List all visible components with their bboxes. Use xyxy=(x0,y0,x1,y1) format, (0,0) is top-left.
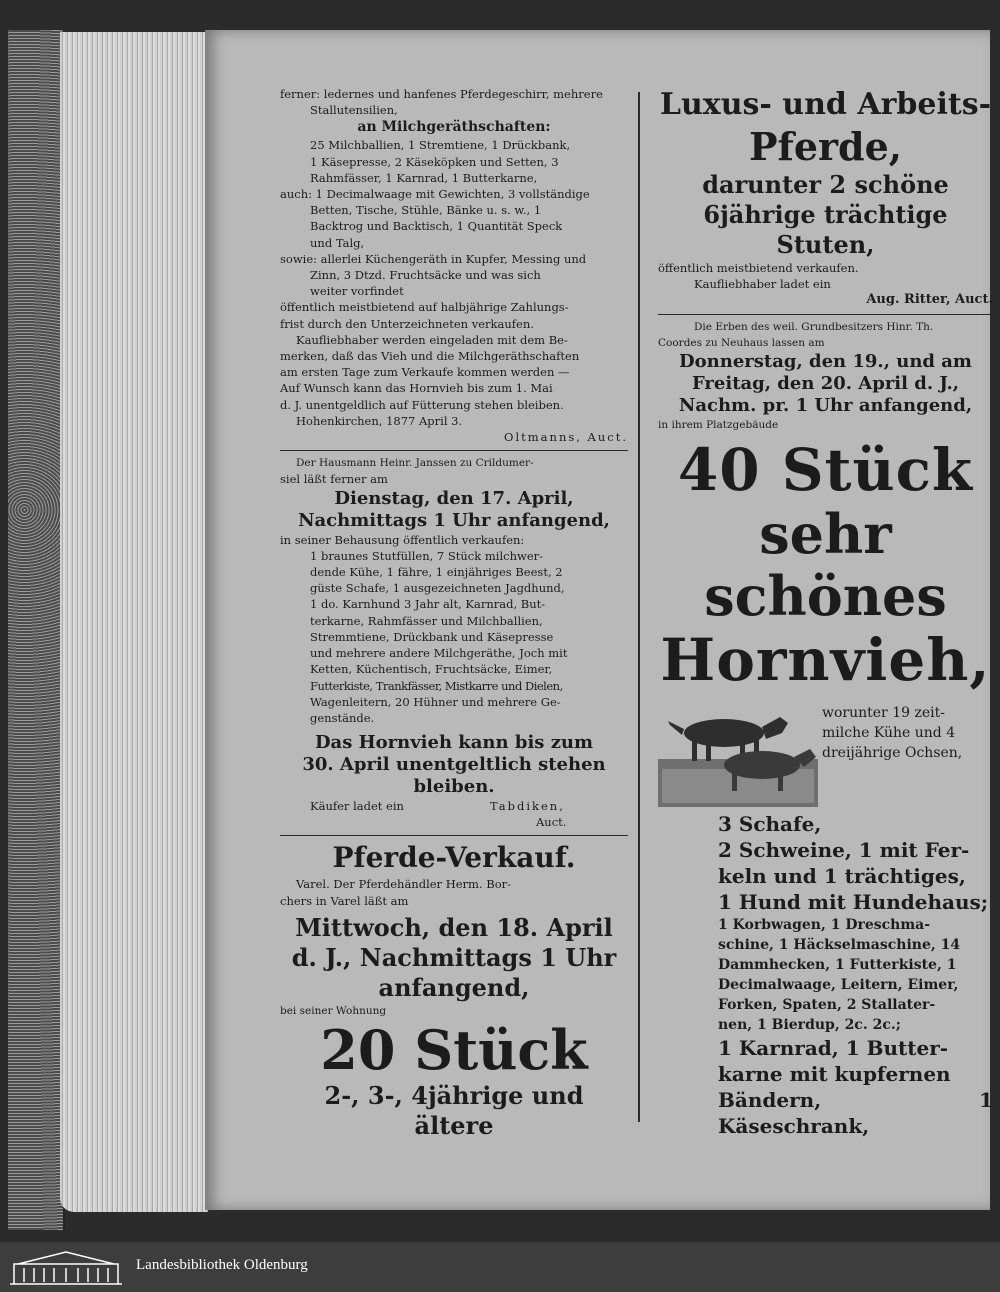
headline: darunter 2 schöne xyxy=(702,170,949,199)
headline: Donnerstag, den 19., und am xyxy=(679,351,972,373)
headline: Freitag, den 20. April d. J., xyxy=(691,373,960,395)
text-line: öffentlich meistbietend verkaufen. xyxy=(658,261,859,275)
headline: Pferde-Verkauf. xyxy=(332,841,576,875)
text-line: Forken, Spaten, 2 Stallater- xyxy=(718,997,936,1014)
text-line: dreijährige Ochsen, xyxy=(822,745,963,762)
text-line: 25 Milchballien, 1 Stremtiene, 1 Drückbank, xyxy=(310,138,571,153)
text-line: Ketten, Küchentisch, Fruchtsäcke, Eimer, xyxy=(310,662,553,677)
right-column xyxy=(658,86,993,1139)
text-line: dende Kühe, 1 fähre, 1 einjähriges Beest, 2 xyxy=(310,565,563,580)
text-line: Hohenkirchen, 1877 April 3. xyxy=(296,413,463,428)
text-line: Kaufliebhaber ladet ein xyxy=(694,277,831,292)
text-line: in ihrem Platzgebäude xyxy=(658,419,779,432)
page-edges xyxy=(60,32,208,1212)
text-line: am ersten Tage zum Verkaufe kommen werden — xyxy=(280,365,570,380)
text-line: Dammhecken, 1 Futterkiste, 1 xyxy=(718,957,957,974)
text-line: Auf Wunsch kann das Hornvieh bis zum 1. Mai xyxy=(280,381,553,396)
text-line: sowie: allerlei Küchengeräth in Kupfer, Messing und xyxy=(280,251,587,266)
text-line: genstände. xyxy=(310,710,375,725)
text-line: chers in Varel läßt am xyxy=(280,893,409,908)
headline: Mittwoch, den 18. April xyxy=(295,912,613,942)
text-line: d. J. unentgeldlich auf Fütterung stehen bleiben. xyxy=(280,397,564,412)
headline: Nachmittags 1 Uhr anfangend, xyxy=(298,509,610,531)
text-line: auch: 1 Decimalwaage mit Gewichten, 3 vollständige xyxy=(280,187,590,202)
text-line: Der Hausmann Heinr. Janssen zu Crildumer- xyxy=(296,457,534,470)
headline: Das Hornvieh kann bis zum xyxy=(314,732,594,754)
text-line: Futterkiste, Trankfässer, Mistkarre und Dielen, xyxy=(310,678,563,693)
headline: Pferde, xyxy=(748,124,903,169)
headline: sehr schönes xyxy=(704,502,947,629)
headline: keln und 1 trächtiges, xyxy=(718,864,966,889)
book-cover-edge xyxy=(8,30,65,1230)
text-line: siel läßt ferner am xyxy=(280,472,388,487)
text-line: Wagenleitern, 20 Hühner und mehrere Ge- xyxy=(310,694,561,709)
library-footer xyxy=(0,1242,1000,1292)
text-line: Stremmtiene, Drückbank und Käsepresse xyxy=(310,629,554,644)
headline: 3 Schafe, xyxy=(718,812,822,837)
text-line: nen, 1 Bierdup, 2c. 2c.; xyxy=(718,1017,901,1034)
section-rule xyxy=(280,450,628,451)
text-line: schine, 1 Häckselmaschine, 14 xyxy=(718,937,961,954)
text-line: 1 do. Karnhund 3 Jahr alt, Karnrad, But- xyxy=(310,597,546,612)
text-line: Varel. Der Pferdehändler Herm. Bor- xyxy=(296,877,512,892)
headline: Nachm. pr. 1 Uhr anfangend, xyxy=(678,395,973,417)
text-line: Backtrog und Backtisch, 1 Quantität Speck xyxy=(310,219,563,234)
text-line: 1 Korbwagen, 1 Dreschma- xyxy=(718,917,931,934)
headline: 2 Schweine, 1 mit Fer- xyxy=(718,838,970,863)
library-building-icon xyxy=(8,1248,124,1286)
text-line: Zinn, 3 Dtzd. Fruchtsäcke und was sich xyxy=(310,268,541,283)
cattle-illustration-block xyxy=(658,699,993,811)
headline: d. J., Nachmittags 1 Uhr xyxy=(291,942,617,972)
headline: Hornvieh, xyxy=(660,626,991,695)
text-line: worunter 19 zeit- xyxy=(822,705,945,722)
cattle-description xyxy=(822,703,992,763)
headline: 30. April unentgeltlich stehen bleiben. xyxy=(302,754,606,798)
text-line: weiter vorfindet xyxy=(310,284,404,299)
text-line: 1 Käsepresse, 2 Käseköpken und Setten, 3 xyxy=(310,154,559,169)
text-line: und Talg, xyxy=(310,235,365,250)
headline: anfangend, xyxy=(378,972,530,1002)
headline: 1 Karnrad, 1 Butter- xyxy=(718,1036,949,1061)
headline: karne mit kupfernen xyxy=(718,1062,951,1087)
auctioneer-signature: Aug. Ritter, Auct. xyxy=(866,292,993,308)
text-line: milche Kühe und 4 xyxy=(822,725,956,742)
section-rule xyxy=(280,835,628,836)
column-divider xyxy=(638,92,640,1122)
headline: Dienstag, den 17. April, xyxy=(334,487,574,509)
headline: 2-, 3-, 4jährige und xyxy=(324,1080,584,1110)
library-name: Landesbibliothek Oldenburg xyxy=(136,1257,308,1273)
text-line: bei seiner Wohnung xyxy=(280,1004,387,1017)
headline: 40 Stück xyxy=(677,436,974,505)
auctioneer-signature: Tabdiken, xyxy=(490,799,565,814)
text-line: öffentlich meistbietend auf halbjährige Zahlungs- xyxy=(280,300,569,315)
text-line: Betten, Tische, Stühle, Bänke u. s. w., 1 xyxy=(310,203,542,218)
headline: Stuten, xyxy=(776,230,875,259)
text-line: ferner: ledernes und hanfenes Pferdegeschirr, mehrere xyxy=(280,87,603,101)
text-line: frist durch den Unterzeichneten verkaufen. xyxy=(280,316,534,331)
text-line: Coordes zu Neuhaus lassen am xyxy=(658,336,825,349)
left-column xyxy=(280,86,628,1141)
text-line: Kaufliebhaber werden eingeladen mit dem Be- xyxy=(296,332,568,347)
text-line: Decimalwaage, Leitern, Eimer, xyxy=(718,977,959,994)
headline: 20 Stück xyxy=(320,1017,588,1082)
text-line: und mehrere andere Milchgeräthe, Joch mit xyxy=(310,646,568,661)
text-line: in seiner Behausung öffentlich verkaufen: xyxy=(280,532,525,547)
headline: 1 Hund mit Hundehaus; xyxy=(718,890,989,915)
headline: 6jährige trächtige xyxy=(703,200,948,229)
text-line: Die Erben des weil. Grundbesitzers Hinr. Th. xyxy=(694,320,934,333)
subheading: an Milchgeräthschaften: xyxy=(357,119,551,136)
text-line: güste Schafe, 1 ausgezeichneten Jagdhund, xyxy=(310,581,565,596)
text-line: Stallutensilien, xyxy=(310,103,398,118)
text-line: Rahmfässer, 1 Karnrad, 1 Butterkarne, xyxy=(310,170,538,185)
auctioneer-signature: Oltmanns, Auct. xyxy=(504,430,628,445)
text-line: merken, daß das Vieh und die Milchgeräthschaften xyxy=(280,349,580,364)
text-line: terkarne, Rahmfässer und Milchballien, xyxy=(310,613,543,628)
section-rule xyxy=(658,314,993,315)
text-line: Auct. xyxy=(536,815,567,830)
headline: Bändern, 1 Käseschrank, xyxy=(718,1088,993,1139)
cattle-woodcut-icon xyxy=(658,699,818,807)
text-line: 1 braunes Stutfüllen, 7 Stück milchwer- xyxy=(310,548,544,563)
headline: ältere xyxy=(414,1110,494,1140)
headline: Luxus- und Arbeits- xyxy=(659,87,992,122)
text-line: Käufer ladet ein xyxy=(310,799,404,814)
